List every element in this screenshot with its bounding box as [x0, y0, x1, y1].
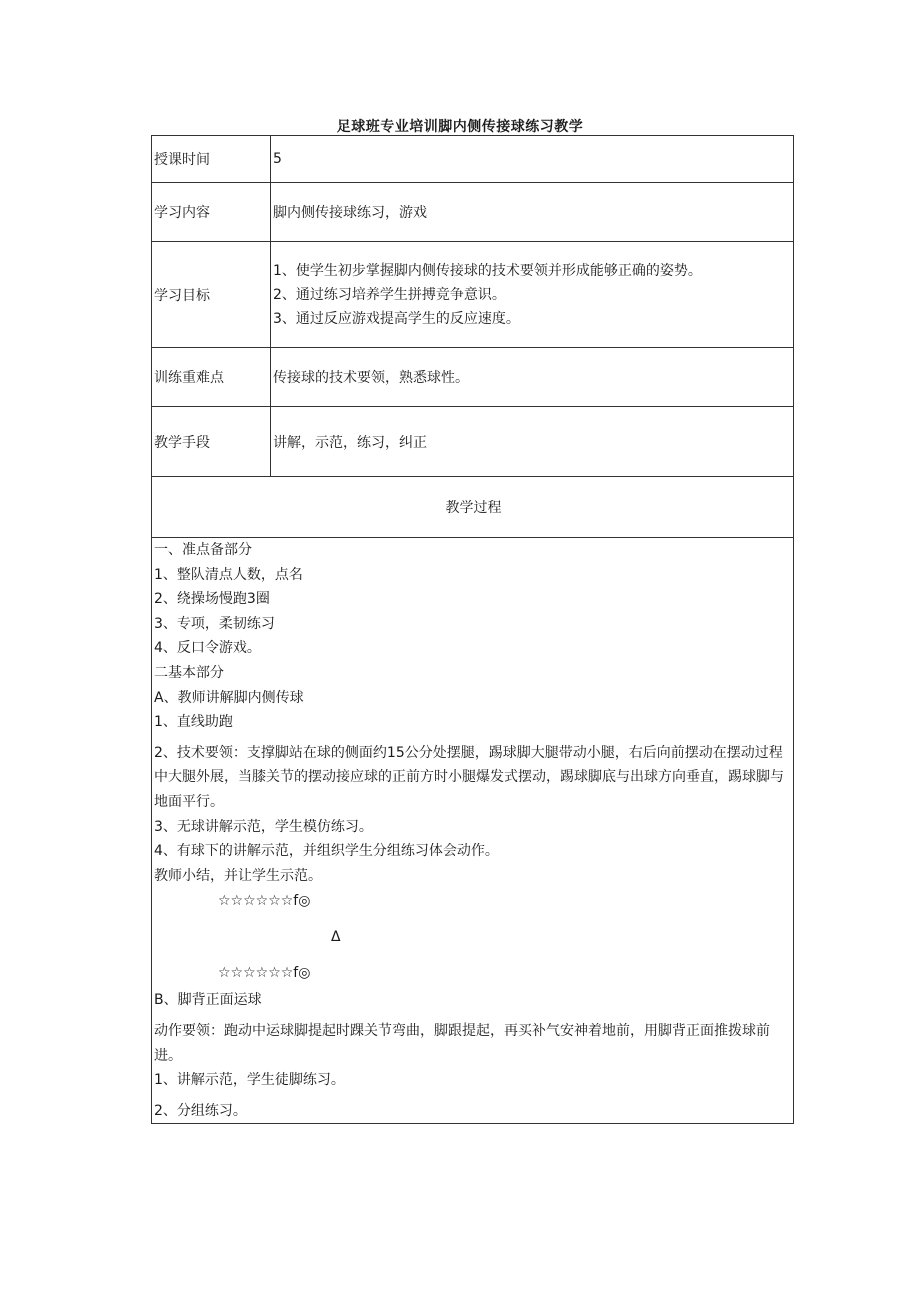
document-title: 足球班专业培训脚内侧传接球练习教学	[336, 119, 584, 135]
objectives-label: 学习目标	[152, 242, 271, 348]
formation-center-marker: Δ	[331, 929, 341, 946]
content-label: 学习内容	[152, 183, 271, 242]
key-points-value: 传接球的技术要领，熟悉球性。	[271, 348, 794, 407]
time-value: 5	[271, 136, 794, 183]
process-line: 1、整队清点人数，点名	[154, 566, 303, 583]
process-line: 二基本部分	[154, 664, 224, 681]
process-line: 1、直线助跑	[154, 714, 233, 731]
process-line: A、教师讲解脚内侧传球	[154, 689, 304, 706]
methods-label: 教学手段	[152, 407, 271, 477]
process-line: 一、准点备部分	[154, 542, 252, 558]
row-time	[152, 136, 794, 183]
row-key-points	[152, 348, 794, 407]
key-points-label: 训练重难点	[152, 348, 271, 407]
formation-row-bottom: ☆☆☆☆☆☆f◎	[218, 965, 311, 982]
row-process-heading	[152, 477, 794, 538]
process-line: 3、专项，柔韧练习	[154, 615, 275, 632]
time-label: 授课时间	[152, 136, 271, 183]
process-line: 教师小结，并让学生示范。	[154, 867, 322, 884]
row-content	[152, 183, 794, 242]
process-line: 2、分组练习。	[154, 1102, 247, 1119]
process-line: 2、技术要领：支撑脚站在球的侧面约15公分处摆腿，踢球脚大腿带动小腿，右后向前摆动在摆动过程中大腿外展，当膝关节的摆动接应球的正前方时小腿爆发式摆动，踢球脚底与出球方向垂直，踢球脚与地面平行。	[154, 744, 784, 810]
objectives-list	[271, 242, 794, 348]
lesson-plan-table	[151, 135, 794, 1124]
process-line: 2、绕操场慢跑3圈	[154, 591, 270, 608]
objective-item: 3、通过反应游戏提高学生的反应速度。	[273, 310, 520, 327]
row-process-body	[152, 538, 794, 1124]
content-value: 脚内侧传接球练习，游戏	[271, 183, 794, 242]
row-objectives	[152, 242, 794, 348]
process-body	[152, 538, 794, 1124]
objective-item: 2、通过练习培养学生拼搏竞争意识。	[273, 286, 506, 303]
methods-value: 讲解，示范，练习，纠正	[271, 407, 794, 477]
process-line: 4、有球下的讲解示范，并组织学生分组练习体会动作。	[154, 843, 499, 860]
process-line: B、脚背正面运球	[154, 992, 262, 1009]
objective-item: 1、使学生初步掌握脚内侧传接球的技术要领并形成能够正确的姿势。	[273, 262, 702, 279]
process-line: 4、反口令游戏。	[154, 640, 261, 657]
process-line: 3、无球讲解示范，学生模仿练习。	[154, 818, 373, 835]
process-line: 动作要领：跑动中运球脚提起时踝关节弯曲，脚跟提起，再买补气安神着地前，用脚背正面推拨球前进。	[154, 1022, 770, 1064]
row-methods	[152, 407, 794, 477]
process-heading: 教学过程	[152, 477, 794, 538]
process-line: 1、讲解示范，学生徒脚练习。	[154, 1072, 345, 1089]
formation-row-top: ☆☆☆☆☆☆f◎	[218, 893, 311, 910]
